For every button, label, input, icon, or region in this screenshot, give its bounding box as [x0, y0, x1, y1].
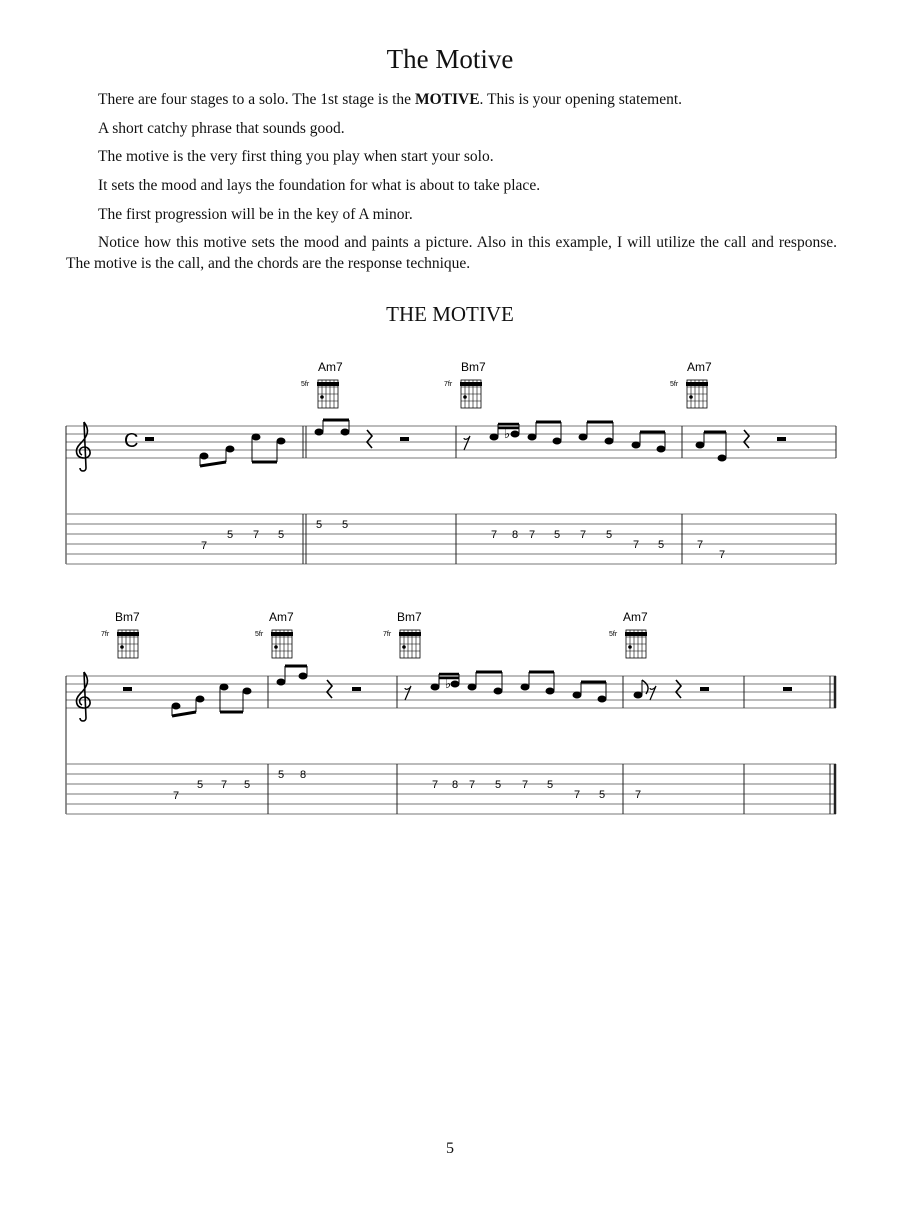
eighth-rest — [650, 686, 656, 700]
tab-number: 5 — [243, 779, 251, 791]
chord-name: Am7 — [269, 610, 294, 624]
tab-barlines — [303, 514, 836, 564]
tab-number: 7 — [172, 790, 180, 802]
tab-number: 7 — [528, 529, 536, 541]
chord-fret: 7fr — [383, 631, 392, 638]
chord-fret: 5fr — [670, 381, 679, 388]
tab-number: 5 — [315, 519, 323, 531]
tab-number: 5 — [553, 529, 561, 541]
music-system-1 — [0, 350, 900, 580]
tab-number: 8 — [299, 769, 307, 781]
half-rest — [783, 687, 792, 691]
tab-number: 7 — [468, 779, 476, 791]
svg-text:♭: ♭ — [445, 676, 452, 691]
tab-number: 5 — [277, 769, 285, 781]
half-rest — [777, 437, 786, 441]
tab-number: 8 — [511, 529, 519, 541]
chord-name: Bm7 — [115, 610, 140, 624]
half-rest — [123, 687, 132, 691]
paragraph-stages-tail: . This is your opening statement. — [479, 91, 683, 108]
notes — [172, 666, 648, 716]
tab-number: 5 — [598, 789, 606, 801]
paragraph-stages-bold: MOTIVE — [414, 91, 480, 108]
eighth-rest — [405, 686, 411, 700]
chord-name: Am7 — [318, 360, 343, 374]
paragraph-stages-text: There are four stages to a solo. The 1st stage is the — [98, 91, 415, 108]
chord-fret: 5fr — [255, 631, 264, 638]
paragraph-notice: Notice how this motive sets the mood and paints a picture. Also in this example, I will utilize the call and response. The motive is the call, and the chords are the response technique. — [66, 234, 837, 272]
tab-number: 5 — [196, 779, 204, 791]
chord-fret: 7fr — [101, 631, 110, 638]
treble-clef — [77, 422, 91, 471]
chord-diagram — [444, 360, 486, 408]
half-rest — [400, 437, 409, 441]
chord-fret: 5fr — [301, 381, 310, 388]
chord-diagram — [383, 610, 422, 658]
chord-name: Am7 — [623, 610, 648, 624]
tab-number: 7 — [200, 540, 208, 552]
quarter-rest — [367, 430, 372, 448]
paragraph-stages — [66, 89, 837, 110]
music-title: THE MOTIVE — [386, 302, 514, 326]
tab-number: 7 — [634, 789, 642, 801]
chord-fret: 5fr — [609, 631, 618, 638]
chord-diagram — [670, 360, 712, 408]
tab-number: 7 — [573, 789, 581, 801]
half-rest — [700, 687, 709, 691]
tab-number: 7 — [632, 539, 640, 551]
page-title: The Motive — [386, 44, 514, 74]
chord-name: Bm7 — [461, 360, 486, 374]
tab-number: 5 — [605, 529, 613, 541]
chord-diagram — [101, 610, 140, 658]
tab-number: 7 — [521, 779, 529, 791]
tab-number: 7 — [718, 549, 726, 561]
page-number: 5 — [446, 1140, 454, 1157]
half-rest — [145, 437, 154, 441]
tab-number: 5 — [277, 529, 285, 541]
chord-name: Am7 — [687, 360, 712, 374]
tab-number: 8 — [451, 779, 459, 791]
paragraph-mood: It sets the mood and lays the foundation for what is about to take place. — [98, 177, 541, 194]
tab-number: 7 — [431, 779, 439, 791]
staff-barlines — [66, 426, 836, 564]
tab-number: 5 — [494, 779, 502, 791]
paragraph-key: The first progression will be in the key of A minor. — [98, 206, 413, 223]
half-rest — [352, 687, 361, 691]
tab-numbers — [201, 519, 725, 561]
chord-fret: 7fr — [444, 381, 453, 388]
chord-diagram — [609, 610, 648, 658]
treble-clef — [77, 672, 91, 721]
tab-number: 5 — [657, 539, 665, 551]
svg-text:♭: ♭ — [504, 426, 511, 441]
tab-number: 5 — [226, 529, 234, 541]
paragraph-first-thing: The motive is the very first thing you play when start your solo. — [98, 148, 494, 165]
tab-number: 7 — [490, 529, 498, 541]
quarter-rest — [744, 430, 749, 448]
eighth-rest — [464, 436, 470, 450]
staff-barlines — [66, 676, 835, 814]
quarter-rest — [676, 680, 681, 698]
tab-number: 7 — [220, 779, 228, 791]
chord-diagram — [301, 360, 343, 408]
tab-number: 7 — [579, 529, 587, 541]
notes — [200, 420, 726, 466]
tab-number: 5 — [546, 779, 554, 791]
tab-number: 7 — [252, 529, 260, 541]
tab-number: 5 — [341, 519, 349, 531]
paragraph-catchy: A short catchy phrase that sounds good. — [98, 120, 345, 137]
chord-diagram — [255, 610, 294, 658]
music-system-2 — [0, 600, 900, 830]
tab-number: 7 — [696, 539, 704, 551]
chord-name: Bm7 — [397, 610, 422, 624]
time-signature: C — [124, 430, 139, 452]
quarter-rest — [327, 680, 332, 698]
